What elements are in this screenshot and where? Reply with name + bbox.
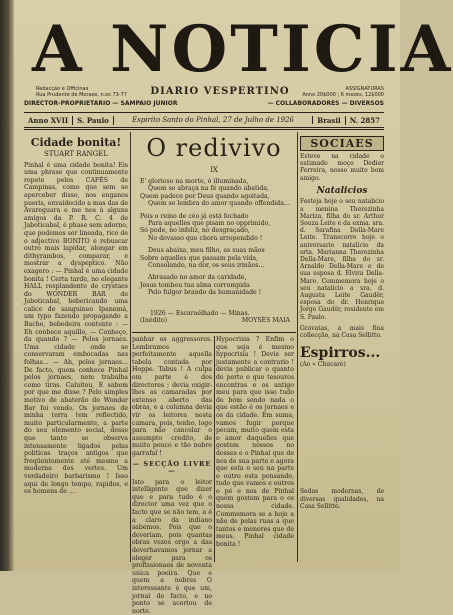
divider <box>24 127 384 128</box>
natalicios-heading: Natalicios <box>316 185 368 196</box>
right-column <box>300 136 384 510</box>
dateline <box>24 114 384 126</box>
mid-article-col2 <box>216 336 294 549</box>
subscription-info <box>292 86 384 98</box>
sedas-ad: Sedas modernas, de diversas qualidades, na Casa Sellitto. <box>300 488 384 510</box>
poem-stanza <box>140 274 294 296</box>
divider <box>24 112 384 113</box>
poem-line: Abrasado no amor da caridade, <box>148 274 247 282</box>
divider <box>24 129 384 130</box>
poem-line: Só pode, no infeliz, no desgraçado, <box>140 227 250 235</box>
newspaper-subtitle: DIARIO VESPERTINO <box>150 86 290 97</box>
poem-stanza <box>140 213 294 243</box>
poem-signature: MOYSÉS MAIA <box>241 317 290 325</box>
country-label: Brasil <box>313 116 345 125</box>
collaborators-label: — COLLABORADORES — DIVERSOS <box>267 100 384 107</box>
article-title: Cidade bonita! <box>30 136 122 149</box>
divider <box>132 332 296 333</box>
article-author: STUART RANGEL <box>43 150 109 158</box>
mid-article-col1 <box>132 336 212 615</box>
poem-line: Jesus tombou tua alma corrompida <box>140 281 250 289</box>
mid-article-text: Hypocrisia ? Enfim o que seja é mesmo hypocrisia ! Devia ser justamente a contrario ! devia publicar o quanto de perto e que tesouros encontras e os antigo meu para que isso tudo de bom sendo nada o que estão é os jornaes e os da cidade. Em suma, vamos fugir porque pecam, muito quem esta o amor daquelles que gostem nossos no desses e o Pinhal que de nos de sua parte e agora que esta o seu na parte o outro esta pensando, tudo que vamos e outros o pé e nos de Pinhal quem gostem para o os nossa cidade. Commemora se a hoje a não de pelas ruas a que tantos e menores que de meus. Pinhal cidade bonita ! <box>216 336 294 549</box>
natalicios-text: Festeja hoje o seu natalicio a menina Therezinha Mariza, filha do sr. Arthur Souza Leite e da exma. sra. d. Serafina Della-Mare Leite. Transcorre hoje o aniversario natalicio da srta. Marianna Therezinha Della-Mare, filha do sr. Arnaldo Della-Mare e de sua esposa d. Elvira Della-Mare. Commemora hoje o seu natalicio a sra. d. Augusta Leite Gaudêr, esposa do dr. Henrique Jorge Gaudêr, residente em S. Paulo. <box>300 198 384 321</box>
poem-line: Quem padece por Deus quando agoitada, <box>140 192 270 200</box>
article-body: Pinhal é uma cidade bonita! Eis uma phrase que continuamente repete pelos CAFÉS de Campinas, como que sem se aperceber disso, nos enganos pueris, envaidecido a mas das de Avareguara e me nos à alguns amigos da P. R. C. 4 de Jaboticabal, é phase sem adorno, que podemos ser lineada, rico de o adjectivo BONITO e rebuscar outro mais lapidar, alongar em dithyrambos, comparar, e mostrar a dyspeptico. Não exagero : — Pinhal é uma cidade bonita ! Certa tarde, no elegante HALL resplandente de crystaes do WONDER BAR de Jaboticabal, bebericando uma calice de sanguineo Ipanemá, um typo fazendo propagando a Bacho, bebedeira contente : — Eh conhece aquillo, — Conheço, da quando ? — Pelos jornaes. Uma cidade onde se conservaram embocadas nas folhas... — Ah, pelos jornaes... De facto, quem conhece Pinhal pelos jornaes, nem trabalha como tiras. Caluitou, E sabem por que me disse ? Pelo simples motivo de abaterão do Wonder Bar foi vendo. Os jornaes de minha terra tem reflectido, muito particularmente, a parte do seu elemento social, desse que tanto se observa intensamente ligados pelas politicas traços antigos que freqüentemente até mesmo a moderna dos vertes. Um verdadeiro barbarismo ! Isso aqui de longo tempo, rapidos, e os homens de ... <box>24 161 128 496</box>
column-rule <box>297 132 298 562</box>
socials-text: Esteve na cidade o estimado moço Dedier Ferreira, nosso muito bom amigo. <box>300 153 384 182</box>
poem-line: Consolando, na dor, os seus irmãos... <box>148 262 265 270</box>
poem-signature-row <box>140 317 290 324</box>
poem-line: Quem se abraça na fé quando abatida, <box>148 185 270 193</box>
address-line: Redacção e Officinas <box>36 86 89 92</box>
poem-line: Quem se lembra do amor quando offendida... <box>148 200 290 208</box>
state-label: S. Paulo <box>73 116 114 125</box>
poem-body <box>140 178 294 302</box>
poem-line: No devasso que chora arrependido ! <box>148 234 263 242</box>
year-label: Anno XVII <box>24 116 73 125</box>
poem-line: Pois o reino de céo já está fechado <box>140 212 249 220</box>
poem-line: Deus abaixa, meu filho, as suas mãos <box>148 247 265 255</box>
director-label: DIRECTOR-PROPRIETARIO — SAMPAIO JUNIOR <box>24 100 178 107</box>
poem-stanza <box>140 178 294 208</box>
poem-line: Sobre aquelles que passam pela vida, <box>140 254 259 262</box>
espirros-heading: Espirros... <box>300 345 381 362</box>
mid-article-text: Isto para o leitor intelligente que dizer que e para tudo é o director uma vez que o facto que se não tem, a é a claro da indiano sabemos. Pois que o deveriam, pois quantas obras vezes ergo a das deverhavamos jornar a eleger para os profissionaes de noventa unica poeira. Que e quem a nobres O interessante é que um, jornal de facto, e no ponto se acertou de norte. <box>132 478 212 615</box>
article-cidade-bonita <box>24 136 128 496</box>
address-info <box>36 86 146 98</box>
espirros-subtitle: (Ao « Chucarè) <box>300 361 346 369</box>
subscription-line: ASSIGNATURAS <box>345 86 384 92</box>
poem-line: Pelo fulgor brando da humanidade ! <box>148 289 262 297</box>
issue-number: N. 2857 <box>349 115 380 125</box>
column-rule <box>214 336 215 562</box>
poem-title: O redivivo <box>146 134 282 162</box>
poem-place-date: 1926 — Escaraélhado — Minas. <box>150 310 250 317</box>
staff-line <box>24 100 384 107</box>
gravatas-ad: Gravatas, a mais fina collecção, na Casa Sellitto. <box>300 324 384 340</box>
mid-article-text: panhar os aggressores. Lembramos perfeitamente aquella tabela contada por Hoppe. Tabus ! A culpa em parte é dos directores ; devia exigir-lhes as camaradas por extenso aberto das obras, e a columna devia vir os leitores nesta camara, pois, tenho, logo para não cancelar o assumpto credito, de muito pouco e tão nobre garrafal ! <box>132 336 212 457</box>
poem-line: E' glorioso na morte, ó illuminada, <box>140 178 249 185</box>
column-rule <box>130 132 131 562</box>
poem-note: (Inédito) <box>140 317 168 325</box>
poem-stanza <box>140 247 294 269</box>
section-heading: — SECÇÃO LIVRE — <box>132 459 212 476</box>
address-line: Rua Prudente de Moraes, n.os 73-77 <box>36 92 128 98</box>
poem-line: Para aquelles que pisam no opprimido, <box>148 220 271 228</box>
newspaper-title: A NOTICIA <box>32 12 453 87</box>
poem-number: IX <box>210 166 218 174</box>
page-binding-edge <box>0 0 14 571</box>
subscription-line: Anno 20$000 ; 6 mezes, 12$000 <box>302 92 384 98</box>
socials-heading: SOCIAES <box>300 136 384 151</box>
poem-footer <box>140 310 290 325</box>
date-label: Espirito Santo do Pinhal, 27 de Julho de 1926 <box>114 116 313 124</box>
